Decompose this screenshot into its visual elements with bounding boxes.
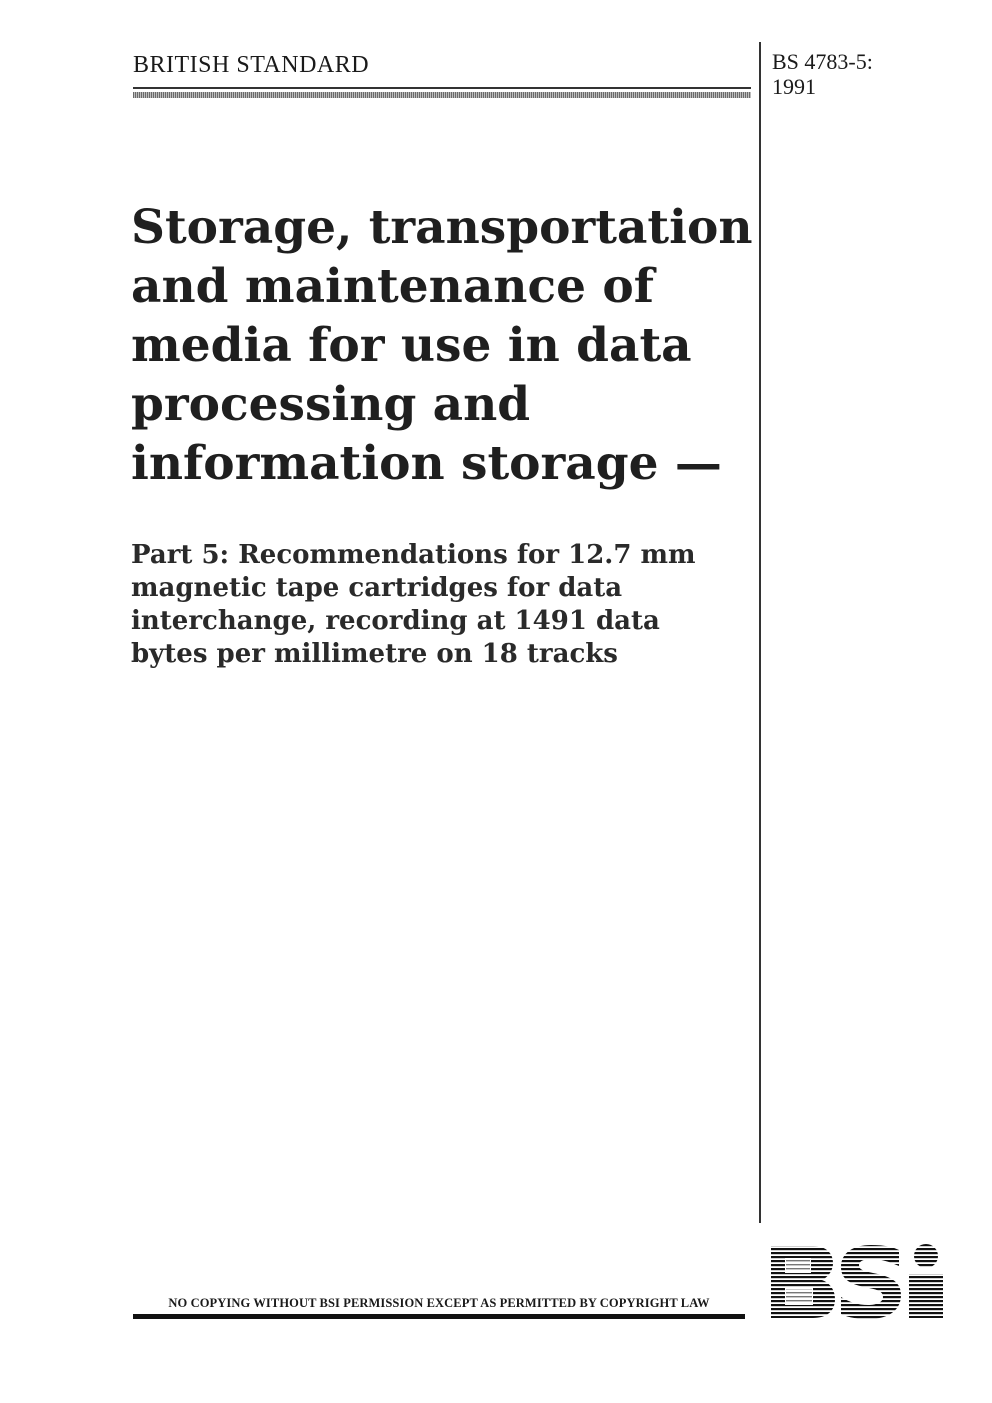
title-line: and maintenance of — [131, 259, 654, 314]
series-label: BRITISH STANDARD — [133, 52, 370, 78]
copyright-notice: NO COPYING WITHOUT BSI PERMISSION EXCEPT AS PERMITTED BY COPYRIGHT LAW — [168, 1296, 710, 1310]
subtitle-line: bytes per millimetre on 18 tracks — [131, 639, 618, 669]
title-line: processing and — [131, 377, 531, 432]
document-subtitle — [131, 539, 753, 671]
bsi-logo-icon — [769, 1244, 945, 1320]
standard-number-line-2: 1991 — [772, 74, 816, 99]
document-title — [131, 198, 753, 493]
header-rule — [133, 87, 751, 89]
subtitle-line: magnetic tape cartridges for data — [131, 573, 623, 603]
standard-number-line-1: BS 4783-5: — [772, 49, 873, 74]
standard-number — [772, 49, 873, 99]
subtitle-line: interchange, recording at 1491 data — [131, 606, 660, 636]
title-line: Storage, transportation — [131, 200, 753, 255]
header-hatched-rule — [133, 92, 751, 98]
column-divider — [759, 42, 761, 1223]
footer-rule — [133, 1314, 745, 1319]
title-line: information storage — — [131, 436, 722, 491]
title-line: media for use in data — [131, 318, 692, 373]
subtitle-line: Part 5: Recommendations for 12.7 mm — [131, 540, 696, 570]
